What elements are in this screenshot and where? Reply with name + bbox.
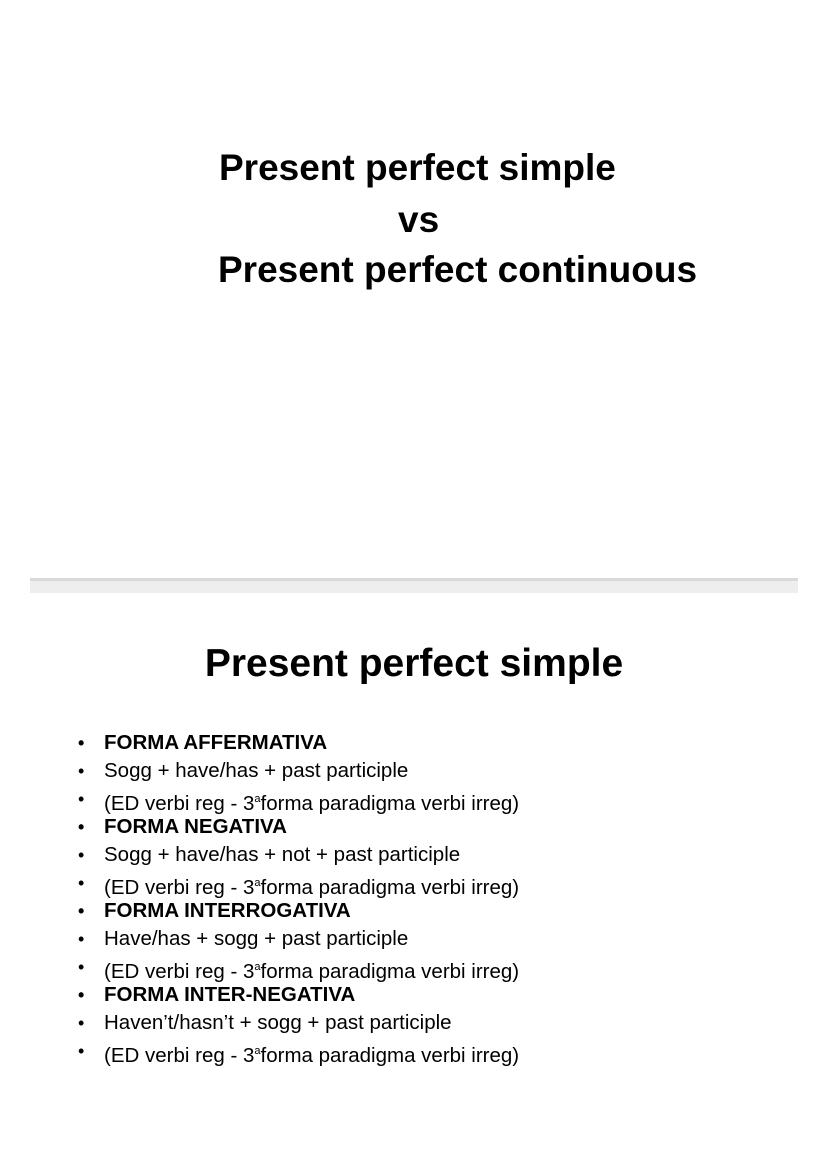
bullet-icon: • <box>78 901 85 921</box>
list-item-text-before: (ED verbi reg - 3 <box>104 1044 255 1067</box>
list-item <box>74 981 519 1009</box>
list-item-text: FORMA INTER-NEGATIVA <box>104 983 356 1006</box>
bullet-icon: • <box>78 957 85 977</box>
list-item-text-before: (ED verbi reg - 3 <box>104 960 255 983</box>
slide-1-title-line-3: Present perfect continuous <box>218 249 698 290</box>
list-item <box>74 729 519 757</box>
bullet-icon: • <box>78 733 85 753</box>
list-item-text: FORMA AFFERMATIVA <box>104 731 328 754</box>
ordinal-superscript: a <box>254 793 261 805</box>
ordinal-superscript: a <box>254 1045 261 1057</box>
bullet-icon: • <box>78 817 85 837</box>
bullet-icon: • <box>78 845 85 865</box>
list-item-text-before: (ED verbi reg - 3 <box>104 792 255 815</box>
list-item <box>74 785 519 813</box>
list-item-text: Haven’t/hasn’t + sogg + past participle <box>104 1011 452 1034</box>
list-item <box>74 1009 519 1037</box>
list-item <box>74 925 519 953</box>
list-item-text-after: forma paradigma verbi irreg) <box>260 960 520 983</box>
list-item-text: Sogg + have/has + past participle <box>104 759 409 782</box>
list-item-text-after: forma paradigma verbi irreg) <box>260 1044 520 1067</box>
bullet-icon: • <box>78 929 85 949</box>
list-item-text-after: forma paradigma verbi irreg) <box>260 792 520 815</box>
bullet-icon: • <box>78 873 85 893</box>
list-item-text-before: (ED verbi reg - 3 <box>104 876 255 899</box>
bullet-icon: • <box>78 985 85 1005</box>
slide-1-title-line-1: Present perfect simple <box>219 147 616 188</box>
list-item-text: Have/has + sogg + past participle <box>104 927 409 950</box>
list-item-text: FORMA INTERROGATIVA <box>104 899 351 922</box>
list-item <box>74 897 519 925</box>
list-item <box>74 757 519 785</box>
bullet-icon: • <box>78 761 85 781</box>
bullet-icon: • <box>78 1041 85 1061</box>
list-item <box>74 813 519 841</box>
list-item-text-after: forma paradigma verbi irreg) <box>260 876 520 899</box>
list-item <box>74 953 519 981</box>
ordinal-superscript: a <box>254 877 261 889</box>
list-item-text: Sogg + have/has + not + past participle <box>104 843 461 866</box>
bullet-list <box>74 729 519 1065</box>
list-item <box>74 1037 519 1065</box>
ordinal-superscript: a <box>254 961 261 973</box>
list-item <box>74 841 519 869</box>
list-item-text: FORMA NEGATIVA <box>104 815 287 838</box>
slide-2 <box>30 593 798 1171</box>
bullet-icon: • <box>78 789 85 809</box>
page-separator <box>30 578 798 593</box>
list-item <box>74 869 519 897</box>
bullet-icon: • <box>78 1013 85 1033</box>
slide-1-title-line-2: vs <box>398 199 440 240</box>
slide-1 <box>30 0 798 578</box>
slide-2-title: Present perfect simple <box>204 642 624 685</box>
